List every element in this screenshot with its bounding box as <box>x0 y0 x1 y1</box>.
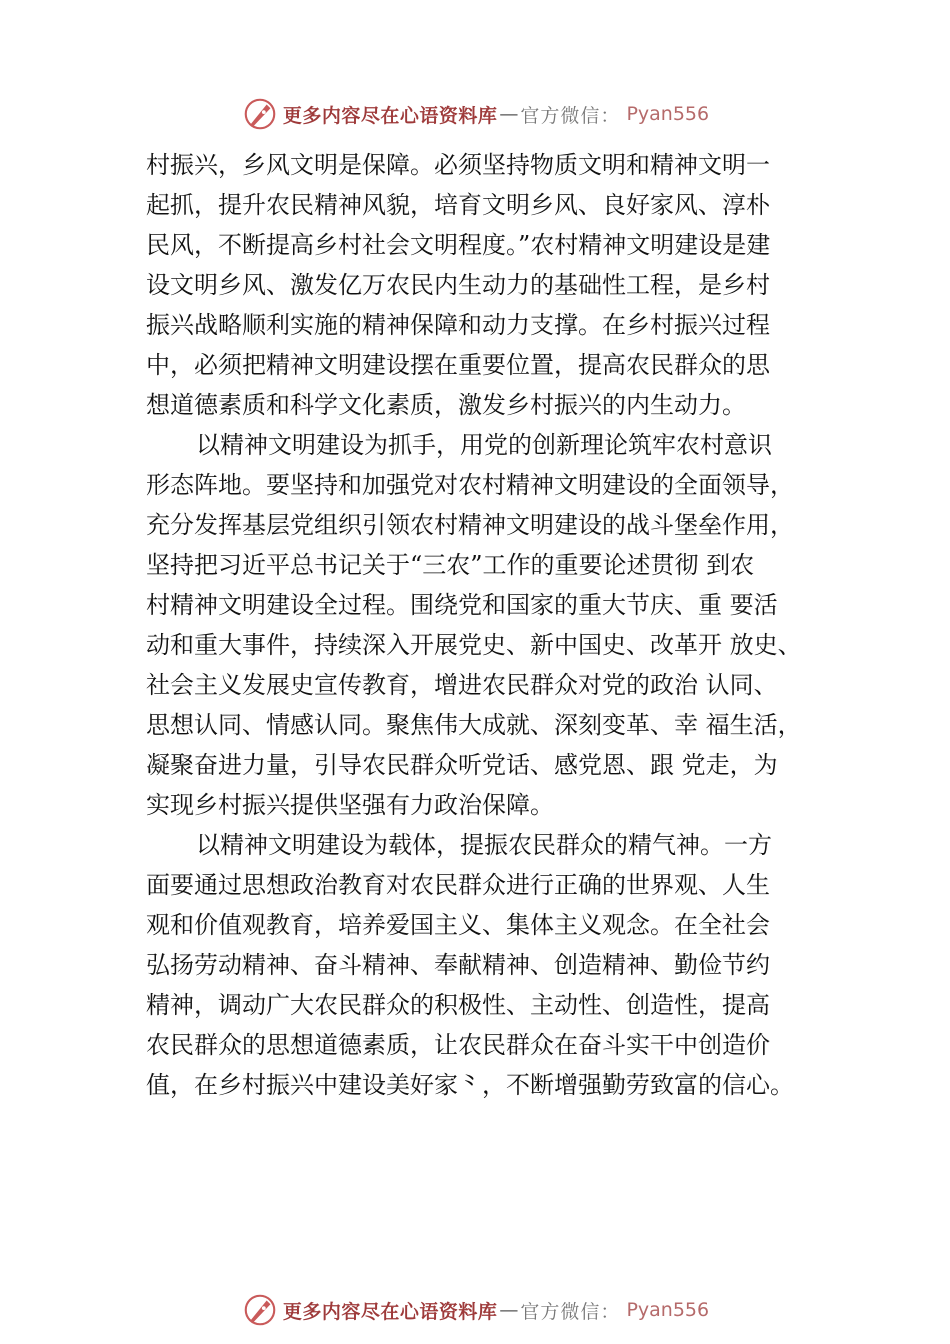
paragraph <box>146 825 846 1105</box>
article-body <box>146 145 846 1105</box>
footer-dash: — <box>499 1299 519 1321</box>
text-line: 面要通过思想政治教育对农民群众进行正确的世界观、人生 <box>146 871 770 899</box>
text-line: 动和重大事件，持续深入开展党史、新中国史、改革开 放史、 <box>146 631 802 659</box>
header-dash: — <box>499 103 519 125</box>
text-line: 民风，不断提高乡村社会文明程度。”农村精神文明建设是建 <box>146 231 771 259</box>
paragraph <box>146 145 846 425</box>
footer-official-label: 官方微信： <box>520 1300 621 1323</box>
header-brand: 更多内容尽在心语资料库 <box>282 104 498 127</box>
text-line: 观和价值观教育，培养爱国主义、集体主义观念。在全社会 <box>146 911 770 939</box>
text-line: 以精神文明建设为抓手，用党的创新理论筑牢农村意识 <box>196 431 772 459</box>
text-line: 坚持把习近平总书记关于“三农”工作的重要论述贯彻 到农 <box>146 551 755 579</box>
text-line: 凝聚奋进力量，引导农民群众听党话、感党恩、跟 党走，为 <box>146 751 778 779</box>
text-line: 形态阵地。要坚持和加强党对农村精神文明建设的全面领导， <box>146 471 794 499</box>
footer-brand: 更多内容尽在心语资料库 <box>282 1300 498 1323</box>
text-line: 弘扬劳动精神、奋斗精神、奉献精神、创造精神、勤俭节约 <box>146 951 770 979</box>
text-line: 思想认同、情感认同。聚焦伟大成就、深刻变革、幸 福生活， <box>146 711 802 739</box>
pen-nib-logo-icon <box>241 1291 279 1329</box>
text-line: 村振兴，乡风文明是保障。必须坚持物质文明和精神文明一 <box>146 151 770 179</box>
footer-banner <box>0 1290 950 1330</box>
text-line: 农民群众的思想道德素质，让农民群众在奋斗实干中创造价 <box>146 1031 770 1059</box>
text-line: 想道德素质和科学文化素质，激发乡村振兴的内生动力。 <box>146 391 746 419</box>
text-line: 精神，调动广大农民群众的积极性、主动性、创造性，提高 <box>146 991 770 1019</box>
header-official-label: 官方微信： <box>520 104 621 127</box>
paragraph <box>146 425 846 825</box>
text-line: 以精神文明建设为载体，提振农民群众的精气神。一方 <box>196 831 772 859</box>
text-line: 充分发挥基层党组织引领农村精神文明建设的战斗堡垒作用， <box>146 511 794 539</box>
footer-wechat-id: Pyan556 <box>626 1299 710 1321</box>
text-line: 实现乡村振兴提供坚强有力政治保障。 <box>146 791 554 819</box>
pen-nib-logo-icon <box>241 95 279 133</box>
text-line: 值，在乡村振兴中建设美好家⺀，不断增强勤劳致富的信心。 <box>146 1071 794 1099</box>
header-wechat-id: Pyan556 <box>626 103 710 125</box>
text-line: 村精神文明建设全过程。围绕党和国家的重大节庆、重 要活 <box>146 591 778 619</box>
text-line: 起抓，提升农民精神风貌，培育文明乡风、良好家风、淳朴 <box>146 191 770 219</box>
text-line: 中，必须把精神文明建设摆在重要位置，提高农民群众的思 <box>146 351 770 379</box>
text-line: 社会主义发展史宣传教育，增进农民群众对党的政治 认同、 <box>146 671 778 699</box>
header-banner <box>0 94 950 134</box>
text-line: 设文明乡风、激发亿万农民内生动力的基础性工程，是乡村 <box>146 271 770 299</box>
text-line: 振兴战略顺利实施的精神保障和动力支撑。在乡村振兴过程 <box>146 311 770 339</box>
